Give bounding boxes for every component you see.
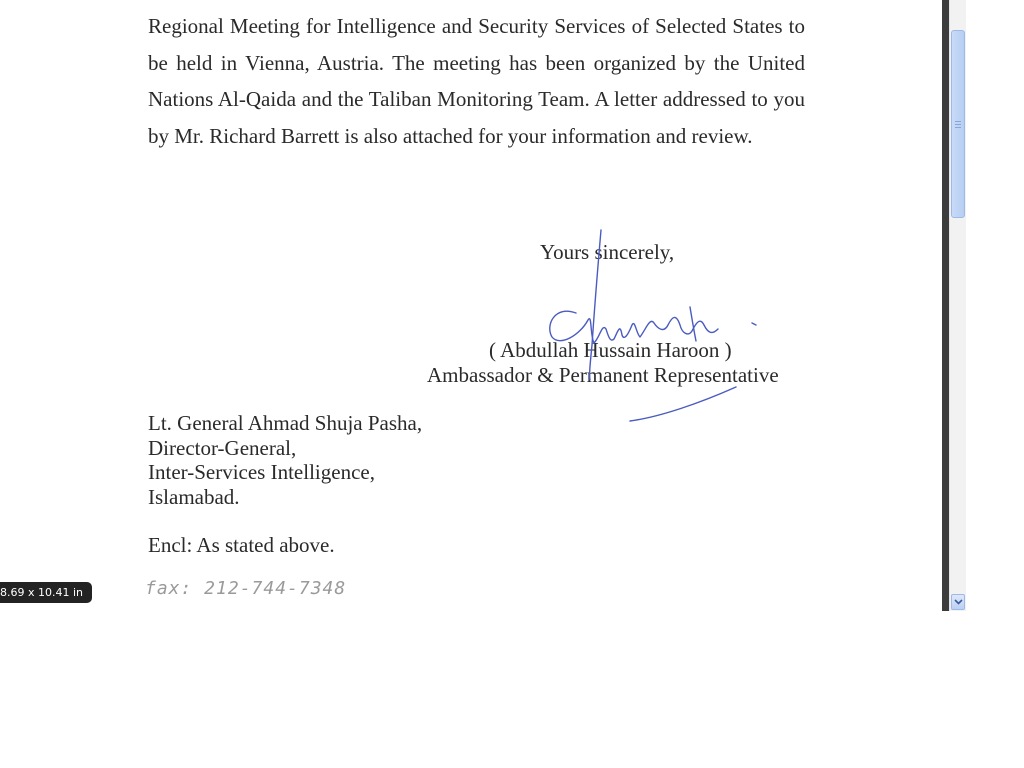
addressee-block — [148, 411, 422, 509]
handwritten-fax-note: fax: 212-744-7348 — [145, 578, 347, 599]
signatory-name: ( Abdullah Hussain Haroon ) — [489, 338, 732, 362]
grip-icon — [955, 121, 961, 128]
enclosure-note: Encl: As stated above. — [148, 533, 335, 557]
vertical-scrollbar[interactable] — [949, 0, 966, 611]
letter-body-paragraph: Regional Meeting for Intelligence and Security Services of Selected States to be held in Vienna, Austria. The meeting has been organized by the United Nations Al-Qaida and the Taliban Monitoring Team. A letter addressed to you by Mr. Richard Barrett is also attached for your information and review. — [148, 14, 805, 148]
scrollbar-thumb[interactable] — [951, 30, 965, 218]
handwritten-signature-icon — [540, 225, 770, 430]
addressee-line: Inter-Services Intelligence, — [148, 460, 375, 484]
signatory-title: Ambassador & Permanent Representative — [427, 363, 779, 387]
addressee-line: Lt. General Ahmad Shuja Pasha, — [148, 411, 423, 435]
chevron-down-icon — [954, 599, 963, 605]
addressee-line: Islamabad. — [148, 484, 240, 509]
page-edge-divider — [942, 0, 949, 611]
closing-salutation: Yours sincerely, — [540, 240, 675, 264]
scroll-down-button[interactable] — [951, 594, 965, 610]
addressee-line: Director-General, — [148, 435, 297, 460]
page-size-badge: 8.69 x 10.41 in — [0, 582, 92, 603]
